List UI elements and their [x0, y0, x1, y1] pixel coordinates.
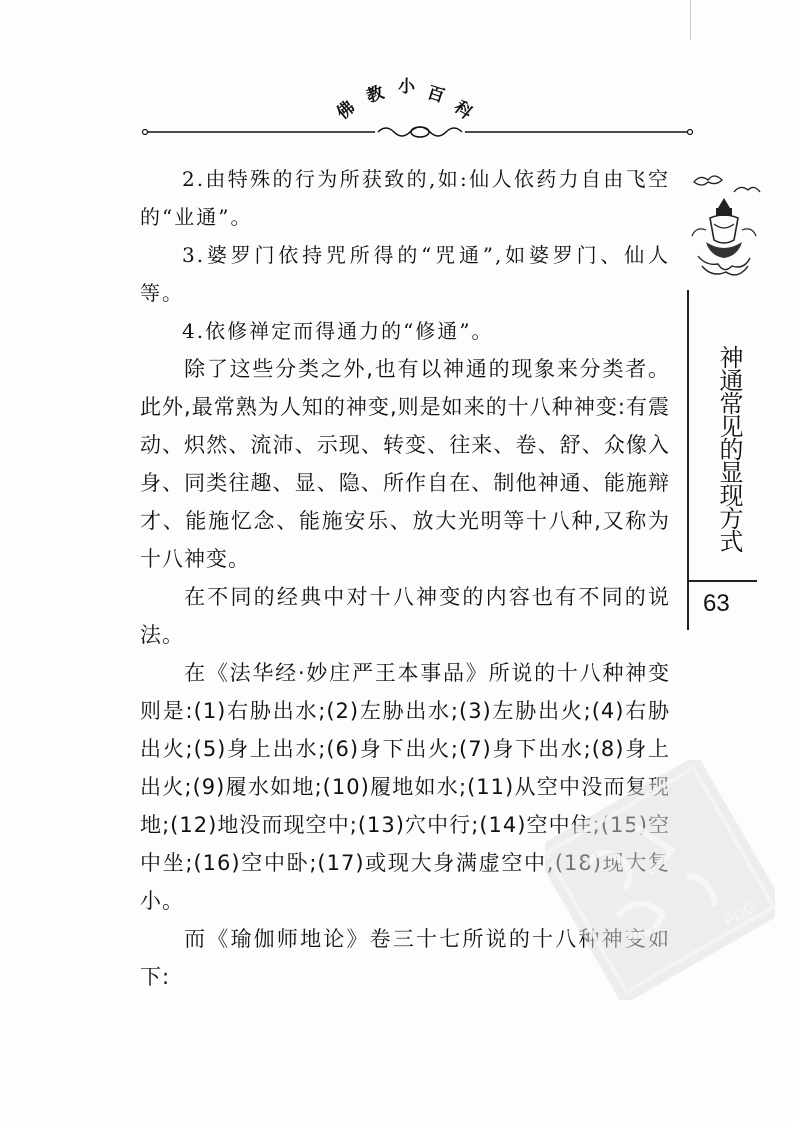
side-page-rule	[687, 580, 757, 582]
header-cloud-rule	[140, 125, 695, 139]
header-title-char: 教	[364, 82, 387, 108]
paragraph: 3.婆罗门依持咒所得的“咒通”,如婆罗门、仙人等。	[140, 243, 670, 305]
watermark-text: PDG	[721, 898, 760, 931]
paragraph: 在《法华经·妙庄严王本事品》所说的十八种神变则是:(1)右胁出水;(2)左胁出水;(3)左胁出火;(4)右胁出火;(5)身上出水;(6)身下出火;(7)身下出水;(8)身上出火;(9)履水如地;(10)履地如水;(11)从空中没而复现地;(12)地没而现空中;(13)穴中行;(14)空中住;(15)空中坐;(16)空中卧;(17)或现大身满虚空中;(18)现大复小。	[140, 661, 670, 913]
header-title-char: 小	[398, 77, 415, 97]
paragraph: 4.依修禅定而得通力的“修通”。	[182, 319, 494, 343]
header-title-char: 佛	[333, 97, 360, 124]
paragraph: 2.由特殊的行为所获致的,如:仙人依药力自由飞空的“业通”。	[140, 167, 670, 229]
paragraph: 而《瑜伽师地论》卷三十七所说的十八种神变如下:	[140, 927, 670, 989]
paragraph: 在不同的经典中对十八神变的内容也有不同的说法。	[140, 585, 670, 647]
library-seal-watermark	[545, 760, 775, 1000]
page-number: 63	[703, 590, 730, 617]
page-edge-line	[690, 0, 691, 40]
buddhist-ornament-icon	[688, 170, 763, 290]
header-title-char: 科	[449, 97, 476, 124]
header-title-char: 百	[424, 82, 447, 108]
paragraph: 除了这些分类之外,也有以神通的现象来分类者。此外,最常熟为人知的神变,则是如来的十八种神变:有震动、炽然、流沛、示现、转变、往来、卷、舒、众像入身、同类往趣、显、隐、所作自在、制他神通、能施辩才、能施忆念、能施安乐、放大光明等十八种,又称为十八神变。	[140, 357, 670, 571]
side-divider-line	[687, 290, 689, 630]
book-series-title	[330, 72, 480, 124]
section-title: 神通常见的显现方式	[715, 345, 743, 552]
